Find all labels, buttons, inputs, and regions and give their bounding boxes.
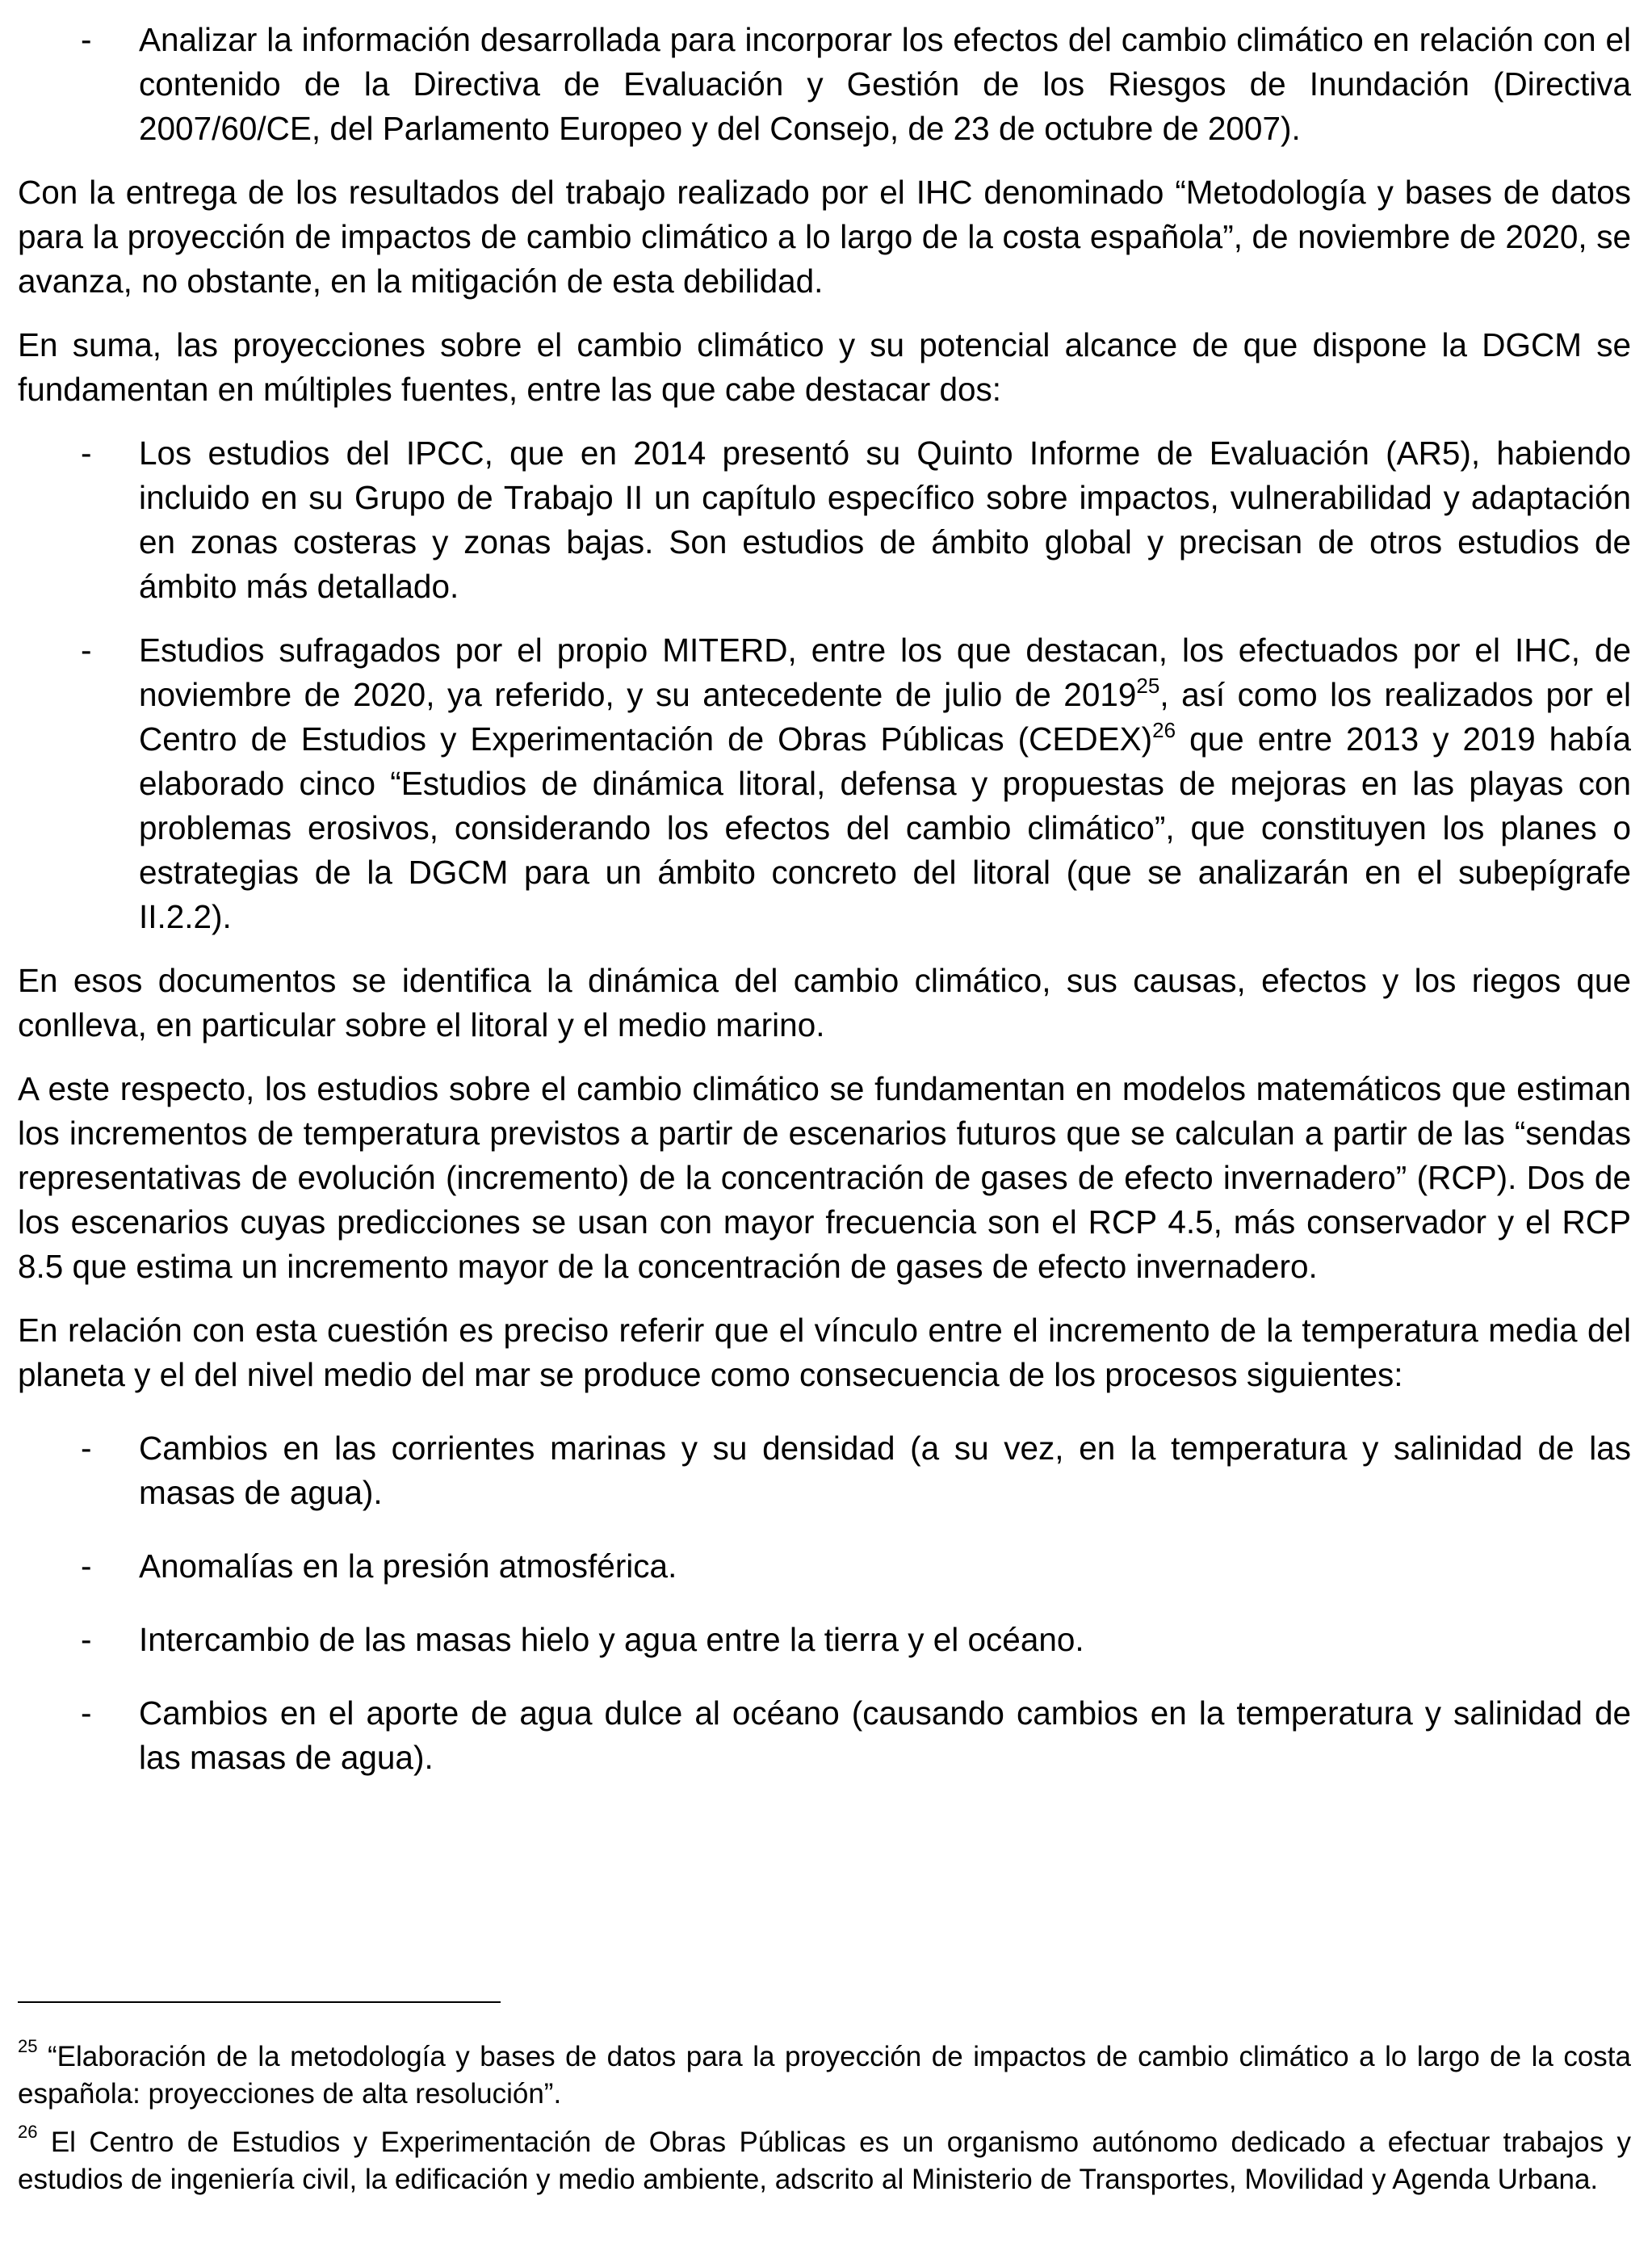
bullet-text-part: Estudios sufragados por el propio MITERD, entre los que destacan, los efectuados por el IHC, de noviembre de 2020, ya referido, y su antecedente de julio de 2019 (139, 632, 1631, 713)
bullet-text: Anomalías en la presión atmosférica. (139, 1547, 677, 1585)
bullet-text: Los estudios del IPCC, que en 2014 presentó su Quinto Informe de Evaluación (AR5), habiendo incluido en su Grupo de Trabajo II un capítulo específico sobre impactos, vulnerabilidad y adaptación en zonas costeras y zonas bajas. Son estudios de ámbito global y precisan de otros estudios de ámbito más detallado. (139, 435, 1631, 605)
bullet-dash: - (81, 21, 92, 58)
footnote-separator (18, 2001, 501, 2003)
bullet-item-corrientes (18, 1426, 1631, 1515)
bullet-item-ipcc (18, 431, 1631, 609)
bullet-item-agua-dulce (18, 1691, 1631, 1780)
bullet-text: Intercambio de las masas hielo y agua entre la tierra y el océano. (139, 1621, 1084, 1658)
bullet-text: Cambios en las corrientes marinas y su densidad (a su vez, en la temperatura y salinidad de las masas de agua). (139, 1430, 1631, 1511)
bullet-item-intercambio (18, 1618, 1631, 1662)
bullet-text: Cambios en el aporte de agua dulce al océano (causando cambios en la temperatura y salinidad de las masas de agua). (139, 1694, 1631, 1776)
footnote-ref-26[interactable]: 26 (1152, 717, 1176, 742)
footnote-25 (18, 2038, 1631, 2113)
paragraph-documentos: En esos documentos se identifica la dinámica del cambio climático, sus causas, efectos y los riegos que conlleva, en particular sobre el litoral y el medio marino. (18, 962, 1631, 1043)
paragraph-procesos: En relación con esta cuestión es preciso referir que el vínculo entre el incremento de la temperatura media del planeta y el del nivel medio del mar se produce como consecuencia de los procesos siguientes: (18, 1312, 1631, 1393)
footnote-text: “Elaboración de la metodología y bases de datos para la proyección de impactos de cambio climático a lo largo de la costa española: proyecciones de alta resolución”. (18, 2041, 1631, 2110)
bullet-text-part: , así como los realizados por el Centro de Estudios y Experimentación de Obras Públicas (CEDEX) (139, 676, 1631, 758)
bullet-dash: - (81, 1430, 92, 1467)
bullet-dash: - (81, 435, 92, 472)
paragraph-ihc-entrega: Con la entrega de los resultados del trabajo realizado por el IHC denominado “Metodología y bases de datos para la proyección de impactos de cambio climático a lo largo de la costa española”, de noviembre de 2020, se avanza, no obstante, en la mitigación de esta debilidad. (18, 174, 1631, 300)
footnote-ref-25[interactable]: 25 (1136, 673, 1160, 698)
bullet-dash: - (81, 632, 92, 669)
bullet-text: Analizar la información desarrollada para incorporar los efectos del cambio climático en relación con el contenido de la Directiva de Evaluación y Gestión de los Riesgos de Inundación (Directiva 2007/60/CE, del Parlamento Europeo y del Consejo, de 23 de octubre de 2007). (139, 21, 1631, 147)
footnote-text: El Centro de Estudios y Experimentación de Obras Públicas es un organismo autónomo dedicado a efectuar trabajos y estudios de ingeniería civil, la edificación y medio ambiente, adscrito al Ministerio de Transportes, Movilidad y Agenda Urbana. (18, 2127, 1631, 2195)
paragraph-modelos-rcp: A este respecto, los estudios sobre el cambio climático se fundamentan en modelos matemáticos que estiman los incrementos de temperatura previstos a partir de escenarios futuros que se calculan a partir de las “sendas representativas de evolución (incremento) de la concentración de gases de efecto invernadero” (RCP). Dos de los escenarios cuyas predicciones se usan con mayor frecuencia son el RCP 4.5, más conservador y el RCP 8.5 que estima un incremento mayor de la concentración de gases de efecto invernadero. (18, 1070, 1631, 1285)
paragraph-proyecciones-fuentes: En suma, las proyecciones sobre el cambio climático y su potencial alcance de que dispone la DGCM se fundamentan en múltiples fuentes, entre las que cabe destacar dos: (18, 326, 1631, 408)
document-body (18, 18, 1631, 1809)
bullet-item-analizar (18, 18, 1631, 151)
footnote-number: 25 (18, 2036, 38, 2057)
bullet-dash: - (81, 1694, 92, 1732)
footnote-26 (18, 2124, 1631, 2198)
bullet-dash: - (81, 1621, 92, 1658)
bullet-dash: - (81, 1547, 92, 1585)
footnotes (18, 2038, 1631, 2210)
footnote-number: 26 (18, 2122, 38, 2143)
bullet-item-miterd (18, 628, 1631, 939)
bullet-text-part: que entre 2013 y 2019 había elaborado cinco “Estudios de dinámica litoral, defensa y propuestas de mejoras en las playas con problemas erosivos, considerando los efectos del cambio climático”, que constituyen los planes o estrategias de la DGCM para un ámbito concreto del litoral (que se analizarán en el subepígrafe II.2.2). (139, 720, 1631, 935)
bullet-item-presion (18, 1544, 1631, 1589)
